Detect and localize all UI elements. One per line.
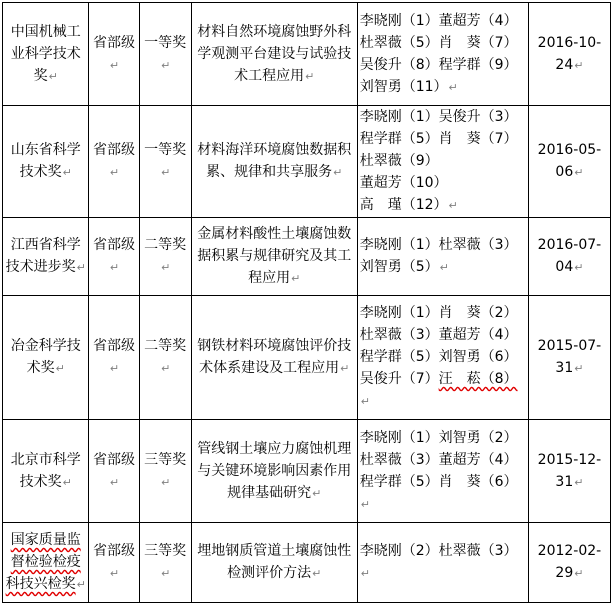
- award-grade: 三等奖: [144, 451, 187, 468]
- contributor-line: [360, 32, 526, 54]
- paragraph-mark: ↵: [109, 261, 120, 274]
- contributor-name: 杜翠薇（3）: [359, 451, 439, 468]
- contributor-line: [360, 194, 526, 217]
- award-name-cell: [3, 106, 89, 218]
- contributor-line: [360, 76, 526, 99]
- award-level-cell: [89, 420, 139, 523]
- contributor-line: [360, 368, 526, 413]
- award-grade: 一等奖: [144, 142, 187, 158]
- paragraph-mark: ↵: [360, 567, 370, 580]
- award-grade: 二等奖: [144, 237, 187, 253]
- paragraph-mark: ↵: [574, 58, 584, 72]
- paragraph-mark: ↵: [161, 475, 171, 489]
- contributors-cell: [357, 420, 528, 523]
- award-name: 山东省科学技术奖: [10, 142, 81, 180]
- table-row: [3, 218, 611, 296]
- award-level: 省部级: [93, 451, 136, 468]
- paragraph-mark: ↵: [161, 567, 171, 580]
- contributor-line: [360, 346, 526, 368]
- paragraph-mark: ↵: [62, 475, 72, 489]
- paragraph-mark: ↵: [161, 166, 171, 179]
- contributor-name: 杜翠薇（9）: [359, 153, 439, 169]
- award-level: 省部级: [93, 543, 136, 559]
- award-date-cell: [528, 523, 610, 603]
- paragraph-mark: ↵: [340, 362, 350, 375]
- award-name: 江西省科学技术进步奖: [5, 237, 81, 275]
- contributors-cell: [357, 3, 528, 106]
- contributor-name: 刘智勇（5）: [359, 259, 439, 275]
- project-title-cell: [191, 3, 357, 106]
- project-title: 材料海洋环境腐蚀数据积累、规律和共享服务: [197, 142, 352, 180]
- award-name-cell: [3, 3, 89, 106]
- award-name-cell: [3, 420, 89, 523]
- project-title-cell: [191, 296, 357, 420]
- contributor-name: 程学群（5）: [359, 473, 439, 490]
- award-level-cell: [89, 106, 139, 218]
- award-grade: 一等奖: [144, 34, 187, 51]
- contributor-name: 杜翠薇（3）: [438, 237, 518, 253]
- paragraph-mark: ↵: [55, 362, 65, 375]
- contributor-line: [360, 150, 526, 194]
- contributor-name: 吴俊升（7）: [359, 371, 439, 387]
- contributor-name: 董超芳（4）: [438, 327, 518, 343]
- paragraph-mark: ↵: [360, 395, 370, 408]
- paragraph-mark: ↵: [574, 261, 584, 274]
- contributor-name: 肖 葵（7）: [438, 34, 518, 51]
- project-title-cell: [191, 523, 357, 603]
- contributor-name: 高 瑾（12）: [359, 197, 448, 213]
- contributor-name: 程学群（5）: [359, 131, 439, 147]
- award-date-cell: [528, 218, 610, 296]
- contributor-name: 刘智勇（6）: [438, 349, 518, 365]
- award-grade-cell: [139, 106, 191, 218]
- contributor-line: [360, 106, 526, 128]
- paragraph-mark: ↵: [333, 166, 343, 179]
- table-row: [3, 106, 611, 218]
- award-level: 省部级: [93, 142, 136, 158]
- contributor-line: [360, 234, 526, 256]
- contributor-line: [360, 128, 526, 150]
- contributor-line: [360, 471, 526, 516]
- award-level: 省部级: [93, 34, 136, 51]
- paragraph-mark: ↵: [312, 567, 322, 580]
- paragraph-mark: ↵: [161, 362, 171, 375]
- award-grade-cell: [139, 523, 191, 603]
- award-name: 中国机械工业科学技术奖: [10, 23, 81, 84]
- contributor-name: 董超芳（10）: [359, 175, 448, 191]
- awards-table: [2, 2, 611, 603]
- award-date: 2016-05-06: [537, 142, 602, 180]
- award-date: 2015-07-31: [537, 338, 602, 376]
- award-level-cell: [89, 3, 139, 106]
- contributor-name: 李晓刚（1）: [359, 305, 439, 321]
- contributor-name: 李晓刚（1）: [359, 109, 439, 125]
- contributor-line: [360, 302, 526, 324]
- contributor-name: 吴俊升（8）: [359, 56, 439, 73]
- paragraph-mark: ↵: [76, 578, 86, 591]
- award-name-cell: [3, 296, 89, 420]
- award-grade: 二等奖: [144, 338, 187, 354]
- contributor-line: [360, 10, 526, 32]
- award-date: 2015-12-31: [537, 451, 602, 490]
- contributor-name: 董超芳（4）: [438, 12, 518, 29]
- award-name: 冶金科学技术奖: [10, 338, 81, 376]
- award-name: 国家质量监督检验检疫科技兴检奖: [5, 532, 81, 592]
- paragraph-mark: ↵: [291, 272, 301, 285]
- paragraph-mark: ↵: [109, 166, 120, 179]
- contributors-cell: [357, 523, 528, 603]
- contributor-line: [360, 256, 526, 279]
- table-row: [3, 420, 611, 523]
- contributor-name: 李晓刚（1）: [359, 429, 439, 446]
- award-level-cell: [89, 296, 139, 420]
- project-title-cell: [191, 106, 357, 218]
- award-level: 省部级: [93, 237, 136, 253]
- award-grade-cell: [139, 3, 191, 106]
- contributor-line: [360, 540, 526, 585]
- paragraph-mark: ↵: [76, 261, 86, 274]
- contributor-name: 程学群（5）: [359, 349, 439, 365]
- award-level: 省部级: [93, 338, 136, 354]
- paragraph-mark: ↵: [574, 362, 584, 375]
- award-date: 2016-10-24: [537, 34, 602, 73]
- paragraph-mark: ↵: [574, 475, 584, 489]
- paragraph-mark: ↵: [312, 486, 322, 500]
- contributor-name: 李晓刚（1）: [359, 237, 439, 253]
- paragraph-mark: ↵: [161, 261, 171, 274]
- paragraph-mark: ↵: [574, 166, 584, 179]
- award-date-cell: [528, 106, 610, 218]
- table-row: [3, 523, 611, 603]
- paragraph-mark: ↵: [109, 567, 120, 580]
- award-name-cell: [3, 523, 89, 603]
- paragraph-mark: ↵: [48, 69, 58, 83]
- paragraph-mark: ↵: [574, 567, 584, 580]
- award-date: 2012-02-29: [537, 543, 602, 581]
- contributor-name: 杜翠薇（5）: [359, 34, 439, 51]
- contributor-line: [360, 324, 526, 346]
- award-grade: 三等奖: [144, 543, 187, 559]
- paragraph-mark: ↵: [109, 58, 120, 72]
- award-grade-cell: [139, 218, 191, 296]
- paragraph-mark: ↵: [109, 362, 120, 375]
- project-title: 金属材料酸性土壤腐蚀数据积累与规律研究及其工程应用: [197, 226, 352, 286]
- award-date-cell: [528, 420, 610, 523]
- paragraph-mark: ↵: [109, 475, 120, 489]
- paragraph-mark: ↵: [305, 69, 315, 83]
- award-date-cell: [528, 296, 610, 420]
- contributor-name: 肖 葵（6）: [438, 473, 518, 490]
- contributor-name: 李晓刚（2）: [359, 543, 439, 559]
- contributor-name: 汪 菘（8）: [438, 371, 518, 387]
- project-title: 埋地钢质管道土壤腐蚀性检测评价方法: [197, 543, 352, 581]
- award-date-cell: [528, 3, 610, 106]
- paragraph-mark: ↵: [448, 199, 458, 212]
- contributor-name: 董超芳（4）: [438, 451, 518, 468]
- contributor-name: 吴俊升（3）: [438, 109, 518, 125]
- award-date: 2016-07-04: [537, 237, 602, 275]
- project-title-cell: [191, 218, 357, 296]
- contributor-name: 肖 葵（2）: [438, 305, 518, 321]
- contributors-cell: [357, 296, 528, 420]
- award-grade-cell: [139, 296, 191, 420]
- contributor-line: [360, 427, 526, 449]
- paragraph-mark: ↵: [62, 166, 72, 179]
- awards-table-body: [3, 3, 611, 603]
- award-grade-cell: [139, 420, 191, 523]
- award-name: 北京市科学技术奖: [10, 451, 81, 490]
- contributors-cell: [357, 106, 528, 218]
- contributors-cell: [357, 218, 528, 296]
- contributor-name: 刘智勇（2）: [438, 429, 518, 446]
- project-title: 钢铁材料环境腐蚀评价技术体系建设及工程应用: [197, 338, 352, 376]
- project-title: 管线钢土壤应力腐蚀机理与关键环境影响因素作用规律基础研究: [197, 440, 352, 501]
- contributor-name: 程学群（9）: [438, 56, 518, 73]
- paragraph-mark: ↵: [448, 80, 458, 94]
- table-row: [3, 3, 611, 106]
- contributor-name: 肖 葵（7）: [438, 131, 518, 147]
- award-name-cell: [3, 218, 89, 296]
- contributor-line: [360, 449, 526, 471]
- paragraph-mark: ↵: [439, 261, 449, 274]
- table-row: [3, 296, 611, 420]
- contributor-name: 杜翠薇（3）: [438, 543, 518, 559]
- project-title: 材料自然环境腐蚀野外科学观测平台建设与试验技术工程应用: [197, 23, 352, 84]
- project-title-cell: [191, 420, 357, 523]
- award-level-cell: [89, 523, 139, 603]
- contributor-name: 李晓刚（1）: [359, 12, 439, 29]
- paragraph-mark: ↵: [360, 497, 370, 511]
- award-level-cell: [89, 218, 139, 296]
- paragraph-mark: ↵: [161, 58, 171, 72]
- contributor-name: 刘智勇（11）: [359, 78, 448, 95]
- contributor-line: [360, 54, 526, 76]
- contributor-name: 杜翠薇（3）: [359, 327, 439, 343]
